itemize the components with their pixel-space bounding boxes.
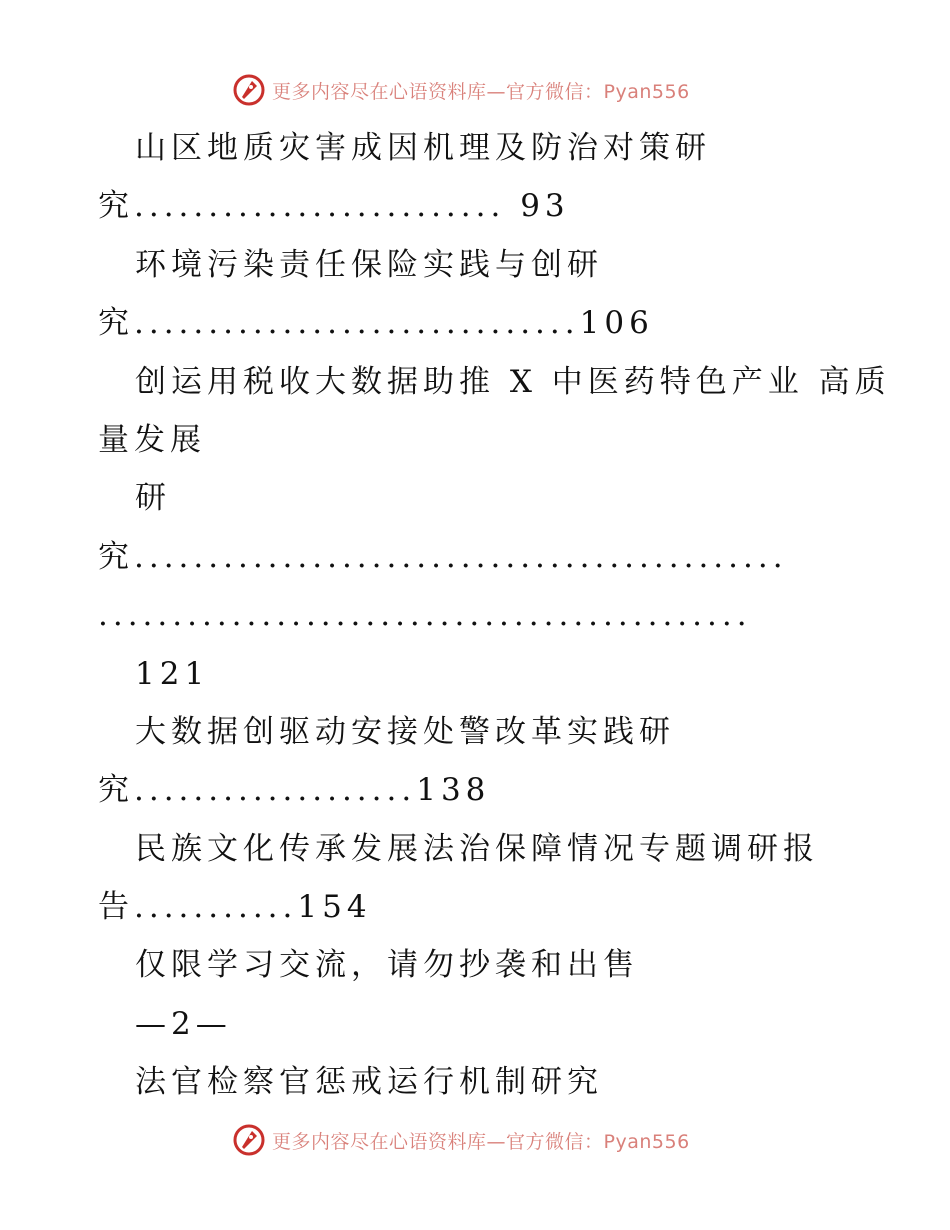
toc-title-line: 研 bbox=[135, 480, 171, 516]
toc-page-line: 究......................... 93 bbox=[98, 188, 570, 224]
toc-title-line: 民族文化传承发展法治保障情况专题调研报 bbox=[135, 831, 819, 867]
toc-title-line: 大数据创驱动安接处警改革实践研 bbox=[135, 714, 675, 750]
toc-page-line: 告...........154 bbox=[98, 889, 372, 925]
toc-page-number: 121 bbox=[135, 656, 210, 692]
toc-title-line: 环境污染责任保险实践与创研 bbox=[135, 247, 603, 283]
header-watermark bbox=[232, 72, 690, 108]
toc-page-line: 究...................138 bbox=[98, 772, 491, 808]
toc-title-line: 山区地质灾害成因机理及防治对策研 bbox=[135, 130, 711, 166]
watermark-text: 更多内容尽在心语资料库—官方微信：Pyan556 bbox=[272, 1130, 690, 1153]
pen-nib-logo-icon bbox=[232, 1123, 266, 1157]
footer-watermark bbox=[232, 1122, 690, 1158]
copyright-notice: 仅限学习交流，请勿抄袭和出售 bbox=[135, 947, 639, 983]
toc-title-line: 创运用税收大数据助推 X 中医药特色产业 高质 bbox=[135, 364, 891, 400]
toc-page-line: 究............................................ bbox=[98, 539, 788, 575]
toc-leader-line: ............................................ bbox=[98, 597, 752, 633]
toc-title-line: 法官检察官惩戒运行机制研究 bbox=[135, 1064, 603, 1100]
watermark-text: 更多内容尽在心语资料库—官方微信：Pyan556 bbox=[272, 80, 690, 103]
toc-title-line: 量发展 bbox=[98, 422, 206, 458]
toc-page-line: 究..............................106 bbox=[98, 305, 654, 341]
page-number: —2— bbox=[135, 1006, 232, 1042]
pen-nib-logo-icon bbox=[232, 73, 266, 107]
